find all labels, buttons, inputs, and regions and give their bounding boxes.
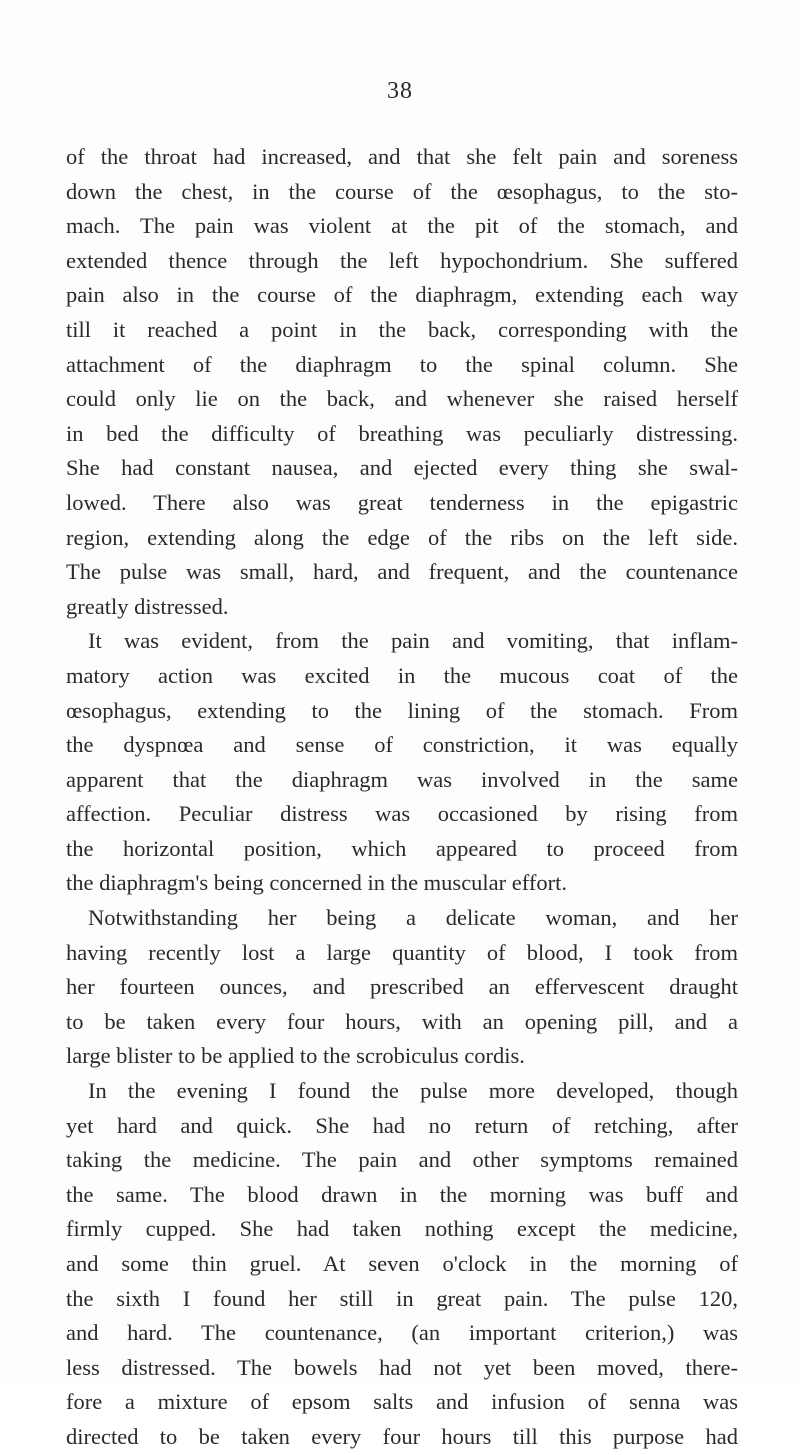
text-line: down the chest, in the course of the œsophagus, to the sto- <box>66 178 738 204</box>
paragraph-start-line: In the evening I found the pulse more developed, though <box>88 1078 738 1104</box>
text-line: having recently lost a large quantity of blood, I took from <box>66 939 738 965</box>
text-line: less distressed. The bowels had not yet been moved, there- <box>66 1354 738 1380</box>
text-line: the sixth I found her still in great pain. The pulse 120, <box>66 1285 738 1311</box>
text-line: matory action was excited in the mucous coat of the <box>66 662 738 688</box>
text-line: could only lie on the back, and whenever she raised herself <box>66 386 738 412</box>
text-line: her fourteen ounces, and prescribed an effervescent draught <box>66 974 738 1000</box>
text-line: till it reached a point in the back, corresponding with the <box>66 316 738 342</box>
paragraph-start-line: It was evident, from the pain and vomiting, that inflam- <box>88 628 738 654</box>
text-line: lowed. There also was great tenderness in the epigastric <box>66 489 738 515</box>
text-line: of the throat had increased, and that she felt pain and soreness <box>66 144 738 169</box>
text-line: œsophagus, extending to the lining of the stomach. From <box>66 697 738 723</box>
text-line: in bed the difficulty of breathing was peculiarly distressing. <box>66 420 738 446</box>
text-line: and some thin gruel. At seven o'clock in the morning of <box>66 1251 738 1276</box>
text-line: the same. The blood drawn in the morning was buff and <box>66 1181 738 1207</box>
text-line: and hard. The countenance, (an important criterion,) was <box>66 1320 738 1346</box>
text-line: the diaphragm's being concerned in the muscular effort. <box>66 870 567 896</box>
text-line: attachment of the diaphragm to the spinal column. She <box>66 351 738 377</box>
text-line: directed to be taken every four hours till this purpose had <box>66 1423 738 1449</box>
text-line: extended thence through the left hypochondrium. She suffered <box>66 247 738 273</box>
text-line: pain also in the course of the diaphragm, extending each way <box>66 282 738 308</box>
text-line: firmly cupped. She had taken nothing except the medicine, <box>66 1216 738 1242</box>
text-line: The pulse was small, hard, and frequent, and the countenance <box>66 559 738 585</box>
text-line: the dyspnœa and sense of constriction, it was equally <box>66 732 738 758</box>
body-text <box>66 140 738 1455</box>
paragraph-start-line: Notwithstanding her being a delicate woman, and her <box>88 905 738 931</box>
text-line: large blister to be applied to the scrobiculus cordis. <box>66 1043 525 1069</box>
text-line: region, extending along the edge of the ribs on the left side. <box>66 524 738 550</box>
text-line: mach. The pain was violent at the pit of the stomach, and <box>66 213 738 239</box>
text-line: She had constant nausea, and ejected every thing she swal- <box>66 455 738 481</box>
text-line: greatly distressed. <box>66 593 229 619</box>
text-line: fore a mixture of epsom salts and infusion of senna was <box>66 1389 738 1415</box>
page-number: 38 <box>387 78 413 104</box>
text-line: the horizontal position, which appeared to proceed from <box>66 835 738 861</box>
text-line: taking the medicine. The pain and other symptoms remained <box>66 1147 738 1173</box>
text-line: apparent that the diaphragm was involved in the same <box>66 766 738 792</box>
text-line: to be taken every four hours, with an opening pill, and a <box>66 1008 738 1034</box>
text-line: yet hard and quick. She had no return of retching, after <box>66 1112 738 1138</box>
text-line: affection. Peculiar distress was occasioned by rising from <box>66 801 738 827</box>
